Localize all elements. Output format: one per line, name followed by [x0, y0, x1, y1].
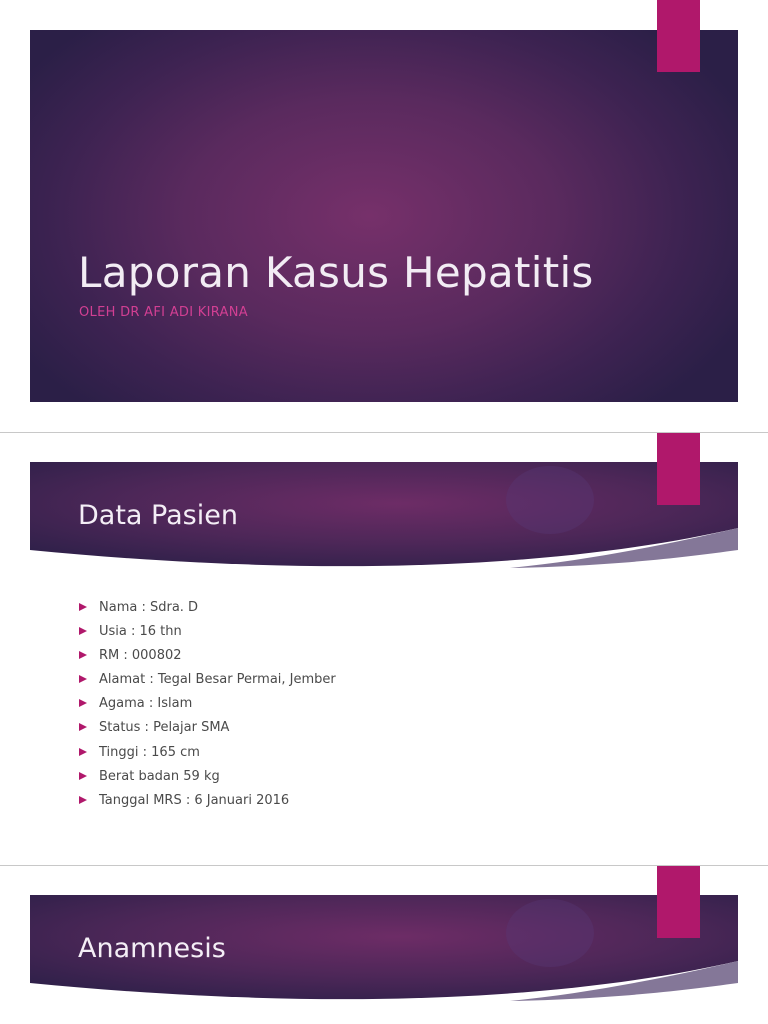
list-item-text: Tanggal MRS : 6 Januari 2016 [99, 792, 290, 808]
title-slide-background [30, 30, 738, 402]
section-banner [30, 895, 738, 1015]
slide-title: Laporan Kasus Hepatitis [78, 248, 594, 297]
list-item-text: Usia : 16 thn [99, 624, 182, 640]
data-pasien-slide [0, 433, 768, 865]
list-item-text: RM : 000802 [99, 648, 182, 664]
triangle-bullet-icon [79, 675, 87, 683]
triangle-bullet-icon [79, 796, 87, 804]
triangle-bullet-icon [79, 723, 87, 731]
list-item [79, 744, 336, 768]
accent-tab [657, 866, 700, 938]
triangle-bullet-icon [79, 772, 87, 780]
list-item [79, 792, 336, 816]
triangle-bullet-icon [79, 603, 87, 611]
triangle-bullet-icon [79, 627, 87, 635]
accent-tab [657, 0, 700, 72]
list-item [79, 719, 336, 743]
section-title: Data Pasien [78, 500, 238, 531]
list-item [79, 647, 336, 671]
anamnesis-slide [0, 866, 768, 1024]
list-item-text: Agama : Islam [99, 696, 193, 712]
triangle-bullet-icon [79, 699, 87, 707]
list-item [79, 768, 336, 792]
triangle-bullet-icon [79, 651, 87, 659]
list-item-text: Alamat : Tegal Besar Permai, Jember [99, 672, 336, 688]
section-banner [30, 462, 738, 582]
triangle-bullet-icon [79, 748, 87, 756]
list-item [79, 623, 336, 647]
list-item [79, 695, 336, 719]
slide-subtitle: OLEH DR AFI ADI KIRANA [79, 305, 248, 320]
list-item [79, 671, 336, 695]
list-item-text: Nama : Sdra. D [99, 600, 199, 615]
section-title: Anamnesis [78, 933, 226, 964]
patient-data-list [79, 599, 336, 816]
list-item-text: Tinggi : 165 cm [99, 744, 200, 760]
list-item [79, 599, 336, 623]
title-slide [0, 0, 768, 432]
list-item-text: Status : Pelajar SMA [99, 720, 230, 736]
accent-tab [657, 433, 700, 505]
list-item-text: Berat badan 59 kg [99, 768, 220, 784]
